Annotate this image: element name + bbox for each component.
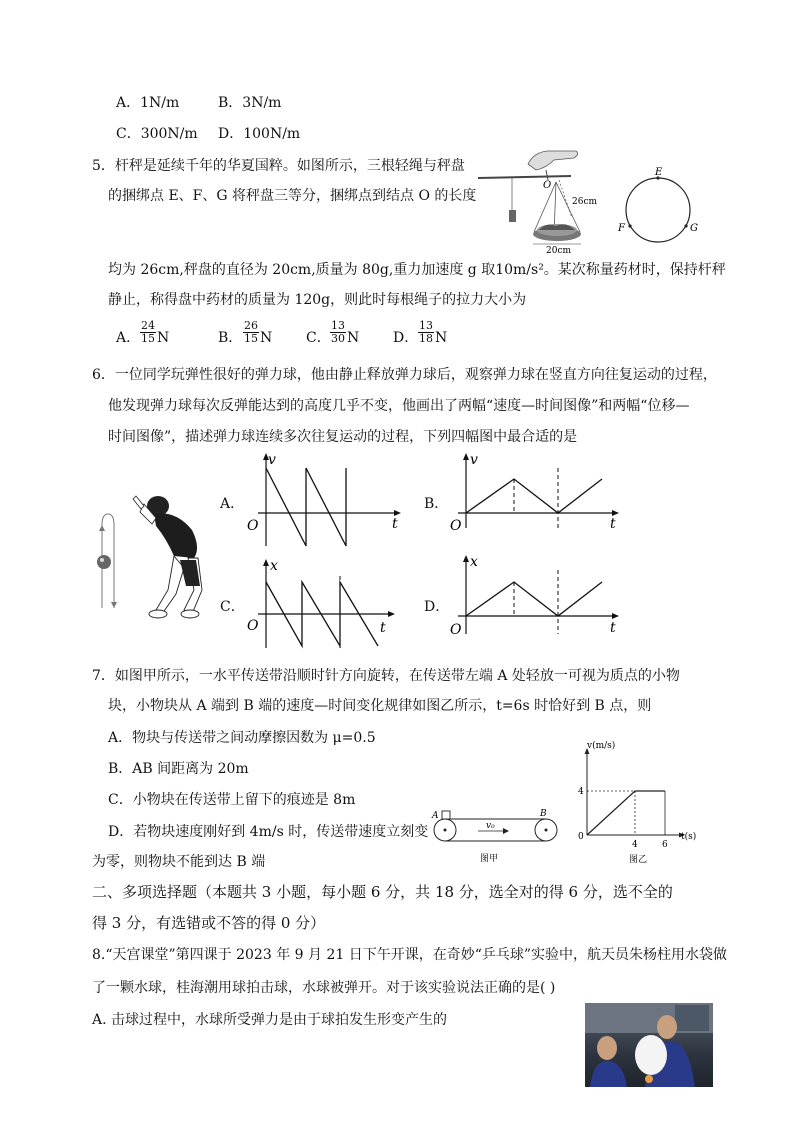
graph-b-v-axis: v [470,452,478,468]
graph-c-t-axis: t [380,620,386,636]
section2-line1: 二、多项选择题（本题共 3 小题，每小题 6 分，共 18 分，选全对的得 6 分，选不全的 [92,883,673,901]
graph-b-origin: O [450,518,462,530]
student-bouncing-ball-figure [96,490,211,625]
q8-line1: 8.“天宫课堂”第四课于 2023 年 9 月 21 日下午开课，在奇妙“乒乓球”实验中，航天员朱杨柱用水袋做 [92,947,728,963]
q5-option-d-fraction: $\frac{13}{18}$ [419,319,433,345]
q5-option-d-unit: N [435,330,448,346]
fig-G-label: G [690,223,698,234]
graph-d-origin: O [450,622,462,638]
vt-graph-xlabel: t(s) [681,832,697,842]
q5-option-b-label: B． [218,330,243,346]
fig-F-label: F [618,223,625,234]
q6-graph-b [444,450,624,530]
q5-option-c-label: C． [306,330,331,346]
q8-option-a: A. 击球过程中，水球所受弹力是由于球拍发生形变产生的 [92,1012,448,1028]
section2-line2: 得 3 分，有选错或不答的得 0 分） [92,914,326,932]
q6-line3: 时间图像”，描述弹力球连续多次往复运动的过程，下列四幅图中最合适的是 [108,429,578,445]
vt-graph-ylabel: v(m/s) [587,741,616,751]
q8-line2: 了一颗水球，桂海潮用球拍击球，水球被弹开。对于该实验说法正确的是( ) [92,980,556,996]
figure-jia-caption: 图甲 [480,854,499,864]
figure-yi-caption: 图乙 [629,855,648,865]
q6-line1: 6．一位同学玩弹性很好的弹力球，他由静止释放弹力球后，观察弹力球在竖直方向往复运动的过程， [92,367,717,383]
q7-option-d-line2: 为零，则物块不能到达 B 端 [92,854,266,870]
q5-line4: 静止，称得盘中药材的质量为 120g，则此时每根绳子的拉力大小为 [108,292,527,308]
q5-option-d-label: D． [393,330,419,346]
q5-option-a-label: A． [116,330,141,346]
q7-line2: 块，小物块从 A 端到 B 端的速度—时间变化规律如图乙所示，t=6s 时恰好到 B 点，则 [108,698,652,714]
tiangong-classroom-photo [585,1003,713,1087]
q7-line1: 7．如图甲所示，一水平传送带沿顺时针方向旋转，在传送带左端 A 处轻放一可视为质点的小物 [92,668,680,684]
vt-graph-origin: 0 [578,832,584,842]
fig-O-label: O [543,180,552,191]
fig-E-label: E [655,167,663,178]
q6-graph-c [240,556,410,652]
q4-option-b: B．3N/m [218,95,282,111]
steelyard-figure [476,148,706,253]
vt-graph-y4: 4 [578,787,584,797]
q6-graph-d [444,552,624,638]
fig-26cm-label: 26cm [572,197,598,207]
q6-line2: 他发现弹力球每次反弹能达到的高度几乎不变，他画出了两幅“速度—时间图像”和两幅“位移— [108,398,690,414]
conveyor-b-label: B [540,809,547,819]
q4-option-d: D．100N/m [218,126,301,142]
q6-graph-b-label: B． [424,496,449,512]
q6-graph-c-label: C． [220,599,245,615]
graph-a-t-axis: t [392,516,398,532]
graph-c-origin: O [247,618,259,634]
q5-option-b-unit: N [260,330,273,346]
q5-option-a-unit: N [157,330,170,346]
q5-option-a-fraction: $\frac{24}{15}$ [141,319,155,345]
q7-option-a: A．物块与传送带之间动摩擦因数为 μ=0.5 [108,730,376,746]
graph-a-v-axis: v [268,452,276,468]
q6-graph-a [240,450,410,548]
q4-option-a: A．1N/m [116,95,180,111]
q5-line3: 均为 26cm,秤盘的直径为 20cm,质量为 80g,重力加速度 g 取10m/s²。某次称量药材时，保持杆秤 [108,262,726,278]
graph-c-x-axis: x [270,558,278,574]
vt-graph-x4: 4 [632,840,638,850]
q5-option-b-fraction: $\frac{26}{15}$ [244,319,258,345]
q5-option-c-fraction: $\frac{13}{30}$ [331,319,345,345]
graph-d-t-axis: t [610,620,616,636]
q7-option-c: C．小物块在传送带上留下的痕迹是 8m [108,792,356,808]
q7-option-d-line1: D．若物块速度刚好到 4m/s 时，传送带速度立刻变 [108,824,429,840]
q5-line1: 5．杆秤是延续千年的华夏国粹。如图所示，三根轻绳与秤盘 [92,158,465,174]
fig-20cm-label: 20cm [546,246,572,253]
graph-b-t-axis: t [610,516,616,530]
q7-vt-graph [573,740,703,866]
q6-graph-a-label: A． [220,496,245,512]
graph-a-origin: O [247,518,259,534]
q7-option-b: B．AB 间距离为 20m [108,761,249,777]
vt-graph-x6: 6 [662,840,668,850]
graph-d-x-axis: x [470,554,478,570]
q4-option-c: C．300N/m [116,126,198,142]
conveyor-v0-label: v₀ [486,821,495,831]
conveyor-a-label: A [432,811,439,821]
q5-option-c-unit: N [347,330,360,346]
conveyor-belt-figure [428,805,564,867]
q5-line2: 的捆绑点 E、F、G 将秤盘三等分，捆绑点到结点 O 的长度 [108,188,477,204]
q6-graph-d-label: D． [424,599,450,615]
